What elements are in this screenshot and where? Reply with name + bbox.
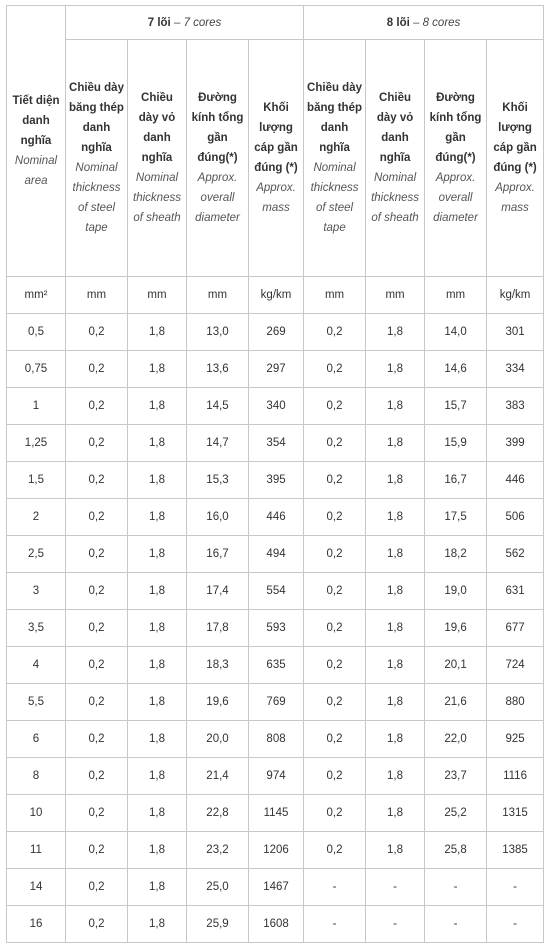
table-cell: 15,3 <box>187 462 249 499</box>
table-cell: 18,3 <box>187 647 249 684</box>
table-cell: 1,8 <box>128 536 187 573</box>
column-header <box>425 40 487 277</box>
table-row <box>7 795 544 832</box>
table-cell: 0,2 <box>304 536 366 573</box>
column-header-row <box>7 40 544 277</box>
table-cell: 0,2 <box>66 832 128 869</box>
table-cell: 446 <box>249 499 304 536</box>
table-cell: 1,8 <box>366 758 425 795</box>
table-cell: 1 <box>7 388 66 425</box>
column-header-en: Nominal thickness of sheath <box>371 172 419 224</box>
table-cell: 17,4 <box>187 573 249 610</box>
unit-cell: mm² <box>7 277 66 314</box>
table-cell: 0,5 <box>7 314 66 351</box>
table-cell: 1315 <box>487 795 544 832</box>
units-row <box>7 277 544 314</box>
table-row <box>7 314 544 351</box>
table-cell: 21,6 <box>425 684 487 721</box>
column-header <box>66 40 128 277</box>
table-cell: 6 <box>7 721 66 758</box>
table-cell: 808 <box>249 721 304 758</box>
table-cell: 1,8 <box>128 906 187 943</box>
table-cell: 340 <box>249 388 304 425</box>
column-header <box>128 40 187 277</box>
table-cell: 14,0 <box>425 314 487 351</box>
table-cell: 0,75 <box>7 351 66 388</box>
table-cell: 0,2 <box>304 351 366 388</box>
table-row <box>7 462 544 499</box>
table-cell: 301 <box>487 314 544 351</box>
table-cell: 22,0 <box>425 721 487 758</box>
table-cell: 0,2 <box>66 795 128 832</box>
table-cell: 1,5 <box>7 462 66 499</box>
table-cell: 395 <box>249 462 304 499</box>
table-row <box>7 573 544 610</box>
unit-cell: kg/km <box>487 277 544 314</box>
table-cell: 0,2 <box>304 684 366 721</box>
table-cell: 1,8 <box>366 647 425 684</box>
group-8-vi: 8 lõi <box>386 16 410 29</box>
table-row <box>7 869 544 906</box>
table-cell: - <box>304 869 366 906</box>
table-cell: 1,8 <box>128 499 187 536</box>
column-header-vi: Chiều dày băng thép danh nghĩa <box>69 82 124 154</box>
table-cell: 13,0 <box>187 314 249 351</box>
table-cell: 19,0 <box>425 573 487 610</box>
table-cell: 23,7 <box>425 758 487 795</box>
table-cell: 269 <box>249 314 304 351</box>
table-cell: 20,1 <box>425 647 487 684</box>
table-cell: 5,5 <box>7 684 66 721</box>
table-cell: 0,2 <box>66 425 128 462</box>
table-cell: 1,8 <box>366 721 425 758</box>
table-row <box>7 721 544 758</box>
table-cell: 15,7 <box>425 388 487 425</box>
table-cell: 0,2 <box>66 351 128 388</box>
column-header-en: Nominal thickness of sheath <box>133 172 181 224</box>
table-cell: 2,5 <box>7 536 66 573</box>
table-cell: 354 <box>249 425 304 462</box>
table-cell: 0,2 <box>304 647 366 684</box>
table-body <box>7 314 544 943</box>
column-header <box>187 40 249 277</box>
column-header-vi: Đường kính tổng gần đúng(*) <box>429 92 482 164</box>
table-cell: 0,2 <box>66 721 128 758</box>
table-cell: 1,8 <box>128 647 187 684</box>
table-cell: 1,8 <box>366 536 425 573</box>
table-cell: 0,2 <box>304 314 366 351</box>
column-header-vi: Khối lượng cáp gần đúng (*) <box>493 102 537 174</box>
area-header-en: Nominal area <box>14 155 58 187</box>
table-cell: 0,2 <box>304 462 366 499</box>
table-cell: 0,2 <box>66 314 128 351</box>
table-cell: 17,5 <box>425 499 487 536</box>
table-cell: 1145 <box>249 795 304 832</box>
table-cell: 1,8 <box>128 388 187 425</box>
table-row <box>7 388 544 425</box>
table-cell: 1,8 <box>128 351 187 388</box>
table-cell: 16 <box>7 906 66 943</box>
table-cell: 383 <box>487 388 544 425</box>
unit-cell: mm <box>425 277 487 314</box>
table-cell: 1,8 <box>366 832 425 869</box>
table-cell: 635 <box>249 647 304 684</box>
table-cell: 13,6 <box>187 351 249 388</box>
table-cell: 1,8 <box>128 684 187 721</box>
table-cell: 3,5 <box>7 610 66 647</box>
group-8-en: 8 cores <box>422 16 461 29</box>
table-cell: 1385 <box>487 832 544 869</box>
table-cell: - <box>366 906 425 943</box>
table-cell: 0,2 <box>66 610 128 647</box>
table-cell: - <box>425 906 487 943</box>
table-cell: 0,2 <box>66 573 128 610</box>
table-cell: 11 <box>7 832 66 869</box>
table-row <box>7 610 544 647</box>
table-cell: 974 <box>249 758 304 795</box>
column-header-vi: Khối lượng cáp gần đúng (*) <box>254 102 298 174</box>
column-header-en: Approx. mass <box>495 182 535 214</box>
table-cell: 1,8 <box>128 721 187 758</box>
table-cell: 1,8 <box>128 425 187 462</box>
table-cell: 1,8 <box>128 758 187 795</box>
table-cell: 14,5 <box>187 388 249 425</box>
table-cell: 25,8 <box>425 832 487 869</box>
table-cell: - <box>304 906 366 943</box>
unit-cell: mm <box>128 277 187 314</box>
column-header-en: Nominal thickness of steel tape <box>310 162 359 234</box>
table-cell: 16,0 <box>187 499 249 536</box>
table-cell: 1,8 <box>128 832 187 869</box>
table-cell: - <box>425 869 487 906</box>
area-header <box>7 6 66 277</box>
area-header-vi: Tiết diện danh nghĩa <box>12 95 60 147</box>
table-cell: 3 <box>7 573 66 610</box>
table-cell: 446 <box>487 462 544 499</box>
table-cell: 0,2 <box>66 906 128 943</box>
table-cell: 0,2 <box>304 573 366 610</box>
table-cell: 494 <box>249 536 304 573</box>
cable-spec-table <box>6 5 544 943</box>
table-cell: 399 <box>487 425 544 462</box>
table-cell: 1,8 <box>366 795 425 832</box>
group-header-8-cores <box>304 6 544 40</box>
table-cell: - <box>366 869 425 906</box>
table-cell: 0,2 <box>66 388 128 425</box>
table-cell: 1206 <box>249 832 304 869</box>
table-cell: 1,8 <box>366 499 425 536</box>
table-cell: 22,8 <box>187 795 249 832</box>
table-cell: 506 <box>487 499 544 536</box>
table-cell: 1608 <box>249 906 304 943</box>
table-row <box>7 758 544 795</box>
unit-cell: mm <box>304 277 366 314</box>
group-header-7-cores <box>66 6 304 40</box>
table-cell: 1,8 <box>128 314 187 351</box>
table-cell: 14 <box>7 869 66 906</box>
table-cell: 0,2 <box>304 795 366 832</box>
table-cell: 0,2 <box>304 758 366 795</box>
table-cell: 1,8 <box>128 610 187 647</box>
table-cell: 562 <box>487 536 544 573</box>
table-cell: 17,8 <box>187 610 249 647</box>
table-cell: 297 <box>249 351 304 388</box>
unit-cell: mm <box>366 277 425 314</box>
table-cell: 20,0 <box>187 721 249 758</box>
table-cell: 1,8 <box>128 795 187 832</box>
table-cell: 0,2 <box>66 869 128 906</box>
table-cell: 19,6 <box>425 610 487 647</box>
group-7-en: 7 cores <box>183 16 222 29</box>
table-cell: 15,9 <box>425 425 487 462</box>
column-header-vi: Đường kính tổng gần đúng(*) <box>191 92 244 164</box>
table-cell: 631 <box>487 573 544 610</box>
table-cell: 14,7 <box>187 425 249 462</box>
table-cell: 1467 <box>249 869 304 906</box>
table-cell: 18,2 <box>425 536 487 573</box>
table-cell: 1,8 <box>366 684 425 721</box>
table-cell: 1,25 <box>7 425 66 462</box>
table-cell: - <box>487 869 544 906</box>
table-cell: 25,2 <box>425 795 487 832</box>
table-cell: 769 <box>249 684 304 721</box>
table-row <box>7 906 544 943</box>
table-cell: 1,8 <box>366 573 425 610</box>
table-cell: 1,8 <box>128 573 187 610</box>
column-header-en: Approx. overall diameter <box>195 172 240 224</box>
table-cell: 1,8 <box>366 610 425 647</box>
table-cell: 593 <box>249 610 304 647</box>
table-cell: 4 <box>7 647 66 684</box>
column-header-vi: Chiều dày vỏ danh nghĩa <box>376 92 414 164</box>
table-cell: 554 <box>249 573 304 610</box>
unit-cell: mm <box>66 277 128 314</box>
table-cell: 677 <box>487 610 544 647</box>
table-row <box>7 832 544 869</box>
table-cell: 0,2 <box>66 462 128 499</box>
column-header-en: Nominal thickness of steel tape <box>72 162 121 234</box>
table-cell: 0,2 <box>66 647 128 684</box>
table-cell: 1116 <box>487 758 544 795</box>
table-cell: 0,2 <box>304 832 366 869</box>
table-cell: 1,8 <box>366 425 425 462</box>
table-cell: 16,7 <box>187 536 249 573</box>
unit-cell: mm <box>187 277 249 314</box>
column-header <box>304 40 366 277</box>
table-cell: 0,2 <box>66 499 128 536</box>
table-row <box>7 647 544 684</box>
column-header-vi: Chiều dày vỏ danh nghĩa <box>138 92 176 164</box>
table-cell: 14,6 <box>425 351 487 388</box>
table-cell: 880 <box>487 684 544 721</box>
table-cell: - <box>487 906 544 943</box>
table-row <box>7 536 544 573</box>
group-7-sep: – <box>170 16 184 29</box>
table-row <box>7 499 544 536</box>
table-cell: 1,8 <box>366 351 425 388</box>
unit-cell: kg/km <box>249 277 304 314</box>
table-cell: 0,2 <box>66 536 128 573</box>
table-cell: 0,2 <box>66 684 128 721</box>
group-7-vi: 7 lõi <box>147 16 171 29</box>
column-header <box>487 40 544 277</box>
table-cell: 2 <box>7 499 66 536</box>
table-row <box>7 425 544 462</box>
column-header-en: Approx. overall diameter <box>433 172 478 224</box>
column-header-vi: Chiều dày băng thép danh nghĩa <box>307 82 363 154</box>
table-cell: 25,9 <box>187 906 249 943</box>
table-cell: 8 <box>7 758 66 795</box>
table-cell: 724 <box>487 647 544 684</box>
table-cell: 0,2 <box>304 425 366 462</box>
table-cell: 1,8 <box>128 462 187 499</box>
table-cell: 21,4 <box>187 758 249 795</box>
table-cell: 1,8 <box>366 388 425 425</box>
group-8-sep: – <box>409 16 423 29</box>
column-header <box>366 40 425 277</box>
table-cell: 25,0 <box>187 869 249 906</box>
table-row <box>7 351 544 388</box>
table-cell: 0,2 <box>304 610 366 647</box>
table-cell: 1,8 <box>366 314 425 351</box>
table-cell: 10 <box>7 795 66 832</box>
table-cell: 925 <box>487 721 544 758</box>
table-cell: 0,2 <box>304 499 366 536</box>
column-header-en: Approx. mass <box>256 182 296 214</box>
table-cell: 334 <box>487 351 544 388</box>
table-cell: 0,2 <box>304 388 366 425</box>
table-cell: 1,8 <box>366 462 425 499</box>
column-header <box>249 40 304 277</box>
table-cell: 0,2 <box>304 721 366 758</box>
table-cell: 1,8 <box>128 869 187 906</box>
table-cell: 0,2 <box>66 758 128 795</box>
table-row <box>7 684 544 721</box>
table-cell: 23,2 <box>187 832 249 869</box>
table-cell: 19,6 <box>187 684 249 721</box>
table-cell: 16,7 <box>425 462 487 499</box>
